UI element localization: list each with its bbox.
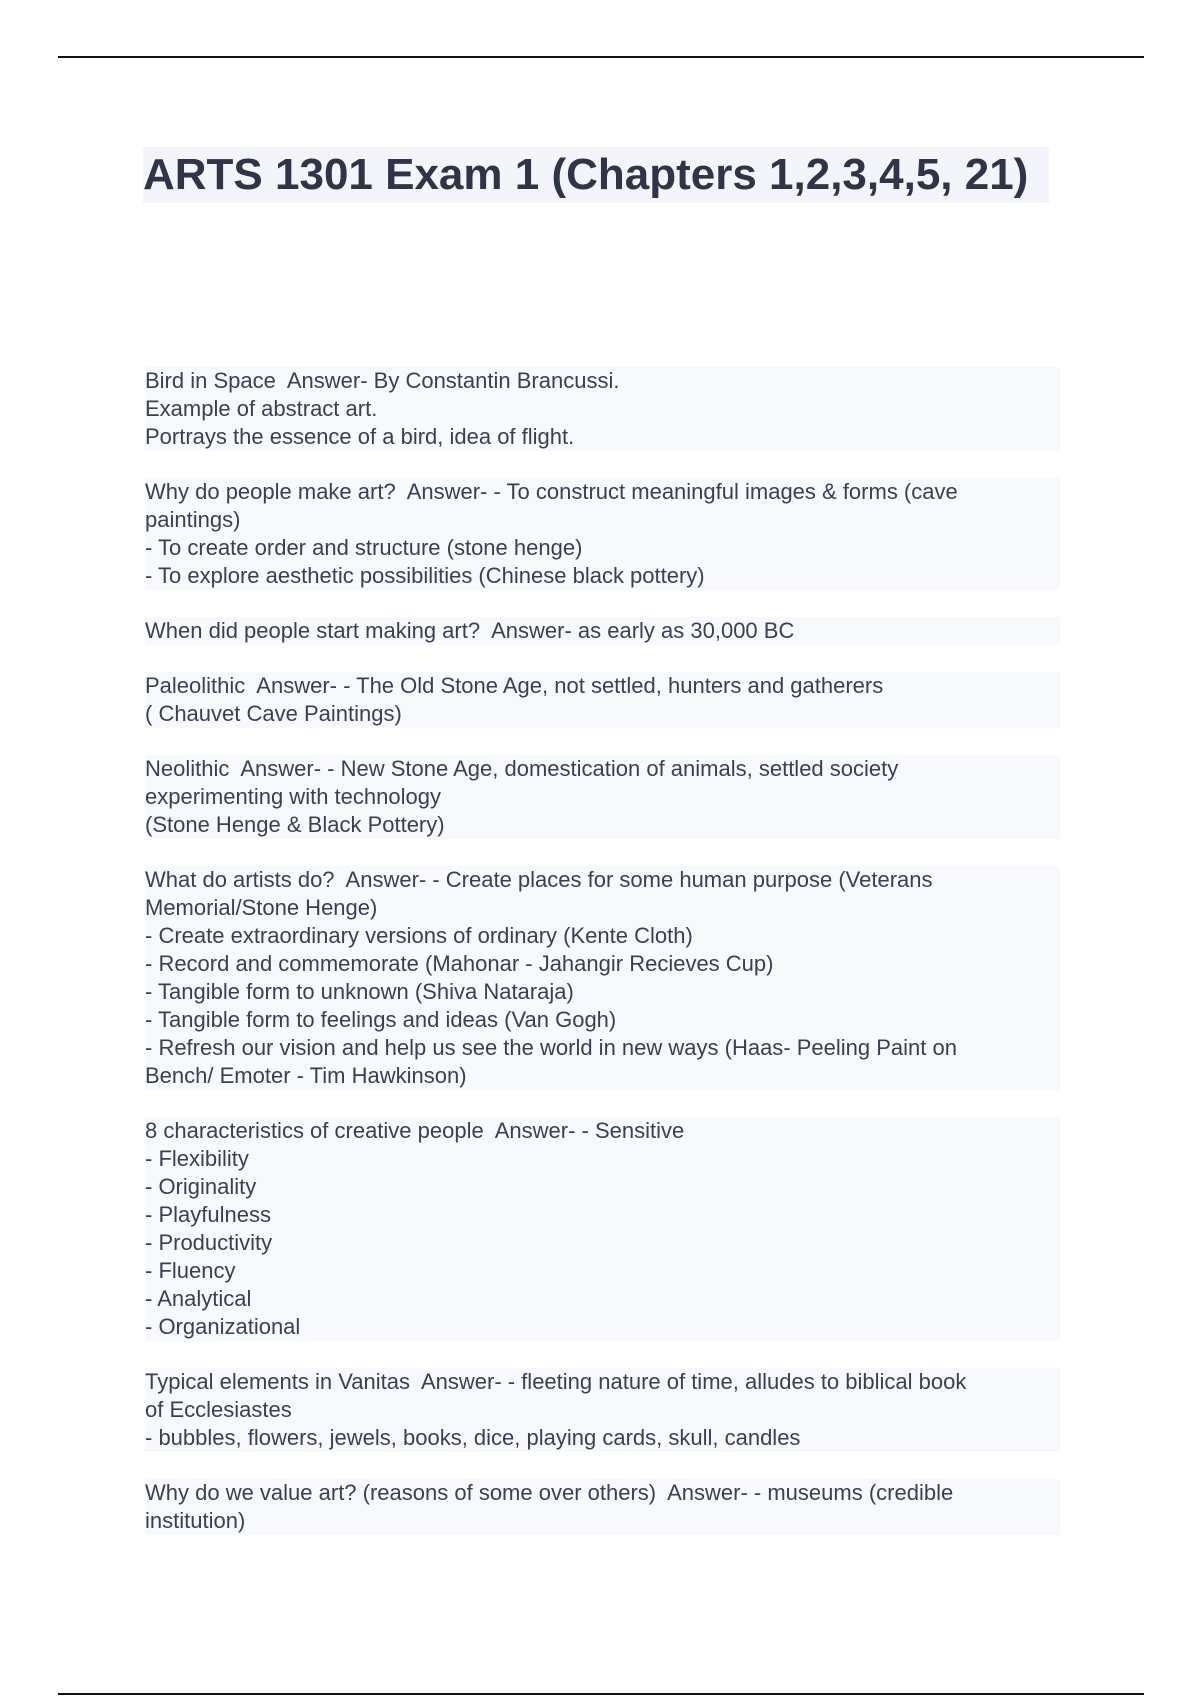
entry-line: Example of abstract art. xyxy=(145,396,378,421)
entry-line: - Tangible form to feelings and ideas (Van Gogh) xyxy=(145,1007,617,1032)
qa-entry xyxy=(145,1368,1060,1452)
entry-line: - Record and commemorate (Mahonar - Jahangir Recieves Cup) xyxy=(145,951,774,976)
page-title: ARTS 1301 Exam 1 (Chapters 1,2,3,4,5, 21) xyxy=(143,147,1049,203)
entry-line: Typical elements in Vanitas Answer- - fleeting nature of time, alludes to biblical book xyxy=(145,1369,967,1394)
entry-line: (Stone Henge & Black Pottery) xyxy=(145,812,445,837)
entry-line: - To explore aesthetic possibilities (Chinese black pottery) xyxy=(145,563,705,588)
entry-line: - Tangible form to unknown (Shiva Nataraja) xyxy=(145,979,574,1004)
qa-entry xyxy=(145,478,1060,590)
entry-line: - Organizational xyxy=(145,1314,301,1339)
entry-line: - Refresh our vision and help us see the world in new ways (Haas- Peeling Paint on xyxy=(145,1035,957,1060)
entry-line: Paleolithic Answer- - The Old Stone Age, not settled, hunters and gatherers xyxy=(145,673,884,698)
entry-line: What do artists do? Answer- - Create places for some human purpose (Veterans xyxy=(145,867,933,892)
entry-line: 8 characteristics of creative people Answer- - Sensitive xyxy=(145,1118,685,1143)
bottom-rule xyxy=(58,1693,1144,1695)
qa-list xyxy=(145,367,1060,1562)
entry-line: - Analytical xyxy=(145,1286,252,1311)
entry-line: Why do we value art? (reasons of some over others) Answer- - museums (credible xyxy=(145,1480,954,1505)
entry-line: Neolithic Answer- - New Stone Age, domestication of animals, settled society xyxy=(145,756,899,781)
qa-entry xyxy=(145,755,1060,839)
entry-line: - Productivity xyxy=(145,1230,273,1255)
qa-entry xyxy=(145,617,1060,645)
entry-line: Bench/ Emoter - Tim Hawkinson) xyxy=(145,1063,467,1088)
qa-entry xyxy=(145,1479,1060,1535)
entry-line: - bubbles, flowers, jewels, books, dice, playing cards, skull, candles xyxy=(145,1425,801,1450)
entry-line: - Create extraordinary versions of ordinary (Kente Cloth) xyxy=(145,923,693,948)
qa-entry xyxy=(145,672,1060,728)
entry-line: - Fluency xyxy=(145,1258,236,1283)
entry-line: - Flexibility xyxy=(145,1146,249,1171)
entry-line: - To create order and structure (stone henge) xyxy=(145,535,583,560)
qa-entry xyxy=(145,367,1060,451)
entry-line: Memorial/Stone Henge) xyxy=(145,895,378,920)
entry-line: Portrays the essence of a bird, idea of flight. xyxy=(145,424,575,449)
entry-line: - Originality xyxy=(145,1174,257,1199)
entry-line: Why do people make art? Answer- - To construct meaningful images & forms (cave xyxy=(145,479,958,504)
entry-line: experimenting with technology xyxy=(145,784,441,809)
entry-line: of Ecclesiastes xyxy=(145,1397,292,1422)
qa-entry xyxy=(145,1117,1060,1341)
entry-line: When did people start making art? Answer- as early as 30,000 BC xyxy=(145,618,795,643)
entry-line: - Playfulness xyxy=(145,1202,271,1227)
entry-line: paintings) xyxy=(145,507,241,532)
entry-line: ( Chauvet Cave Paintings) xyxy=(145,701,402,726)
entry-line: Bird in Space Answer- By Constantin Brancussi. xyxy=(145,368,620,393)
qa-entry xyxy=(145,866,1060,1090)
entry-line: institution) xyxy=(145,1508,246,1533)
top-rule xyxy=(58,56,1144,58)
